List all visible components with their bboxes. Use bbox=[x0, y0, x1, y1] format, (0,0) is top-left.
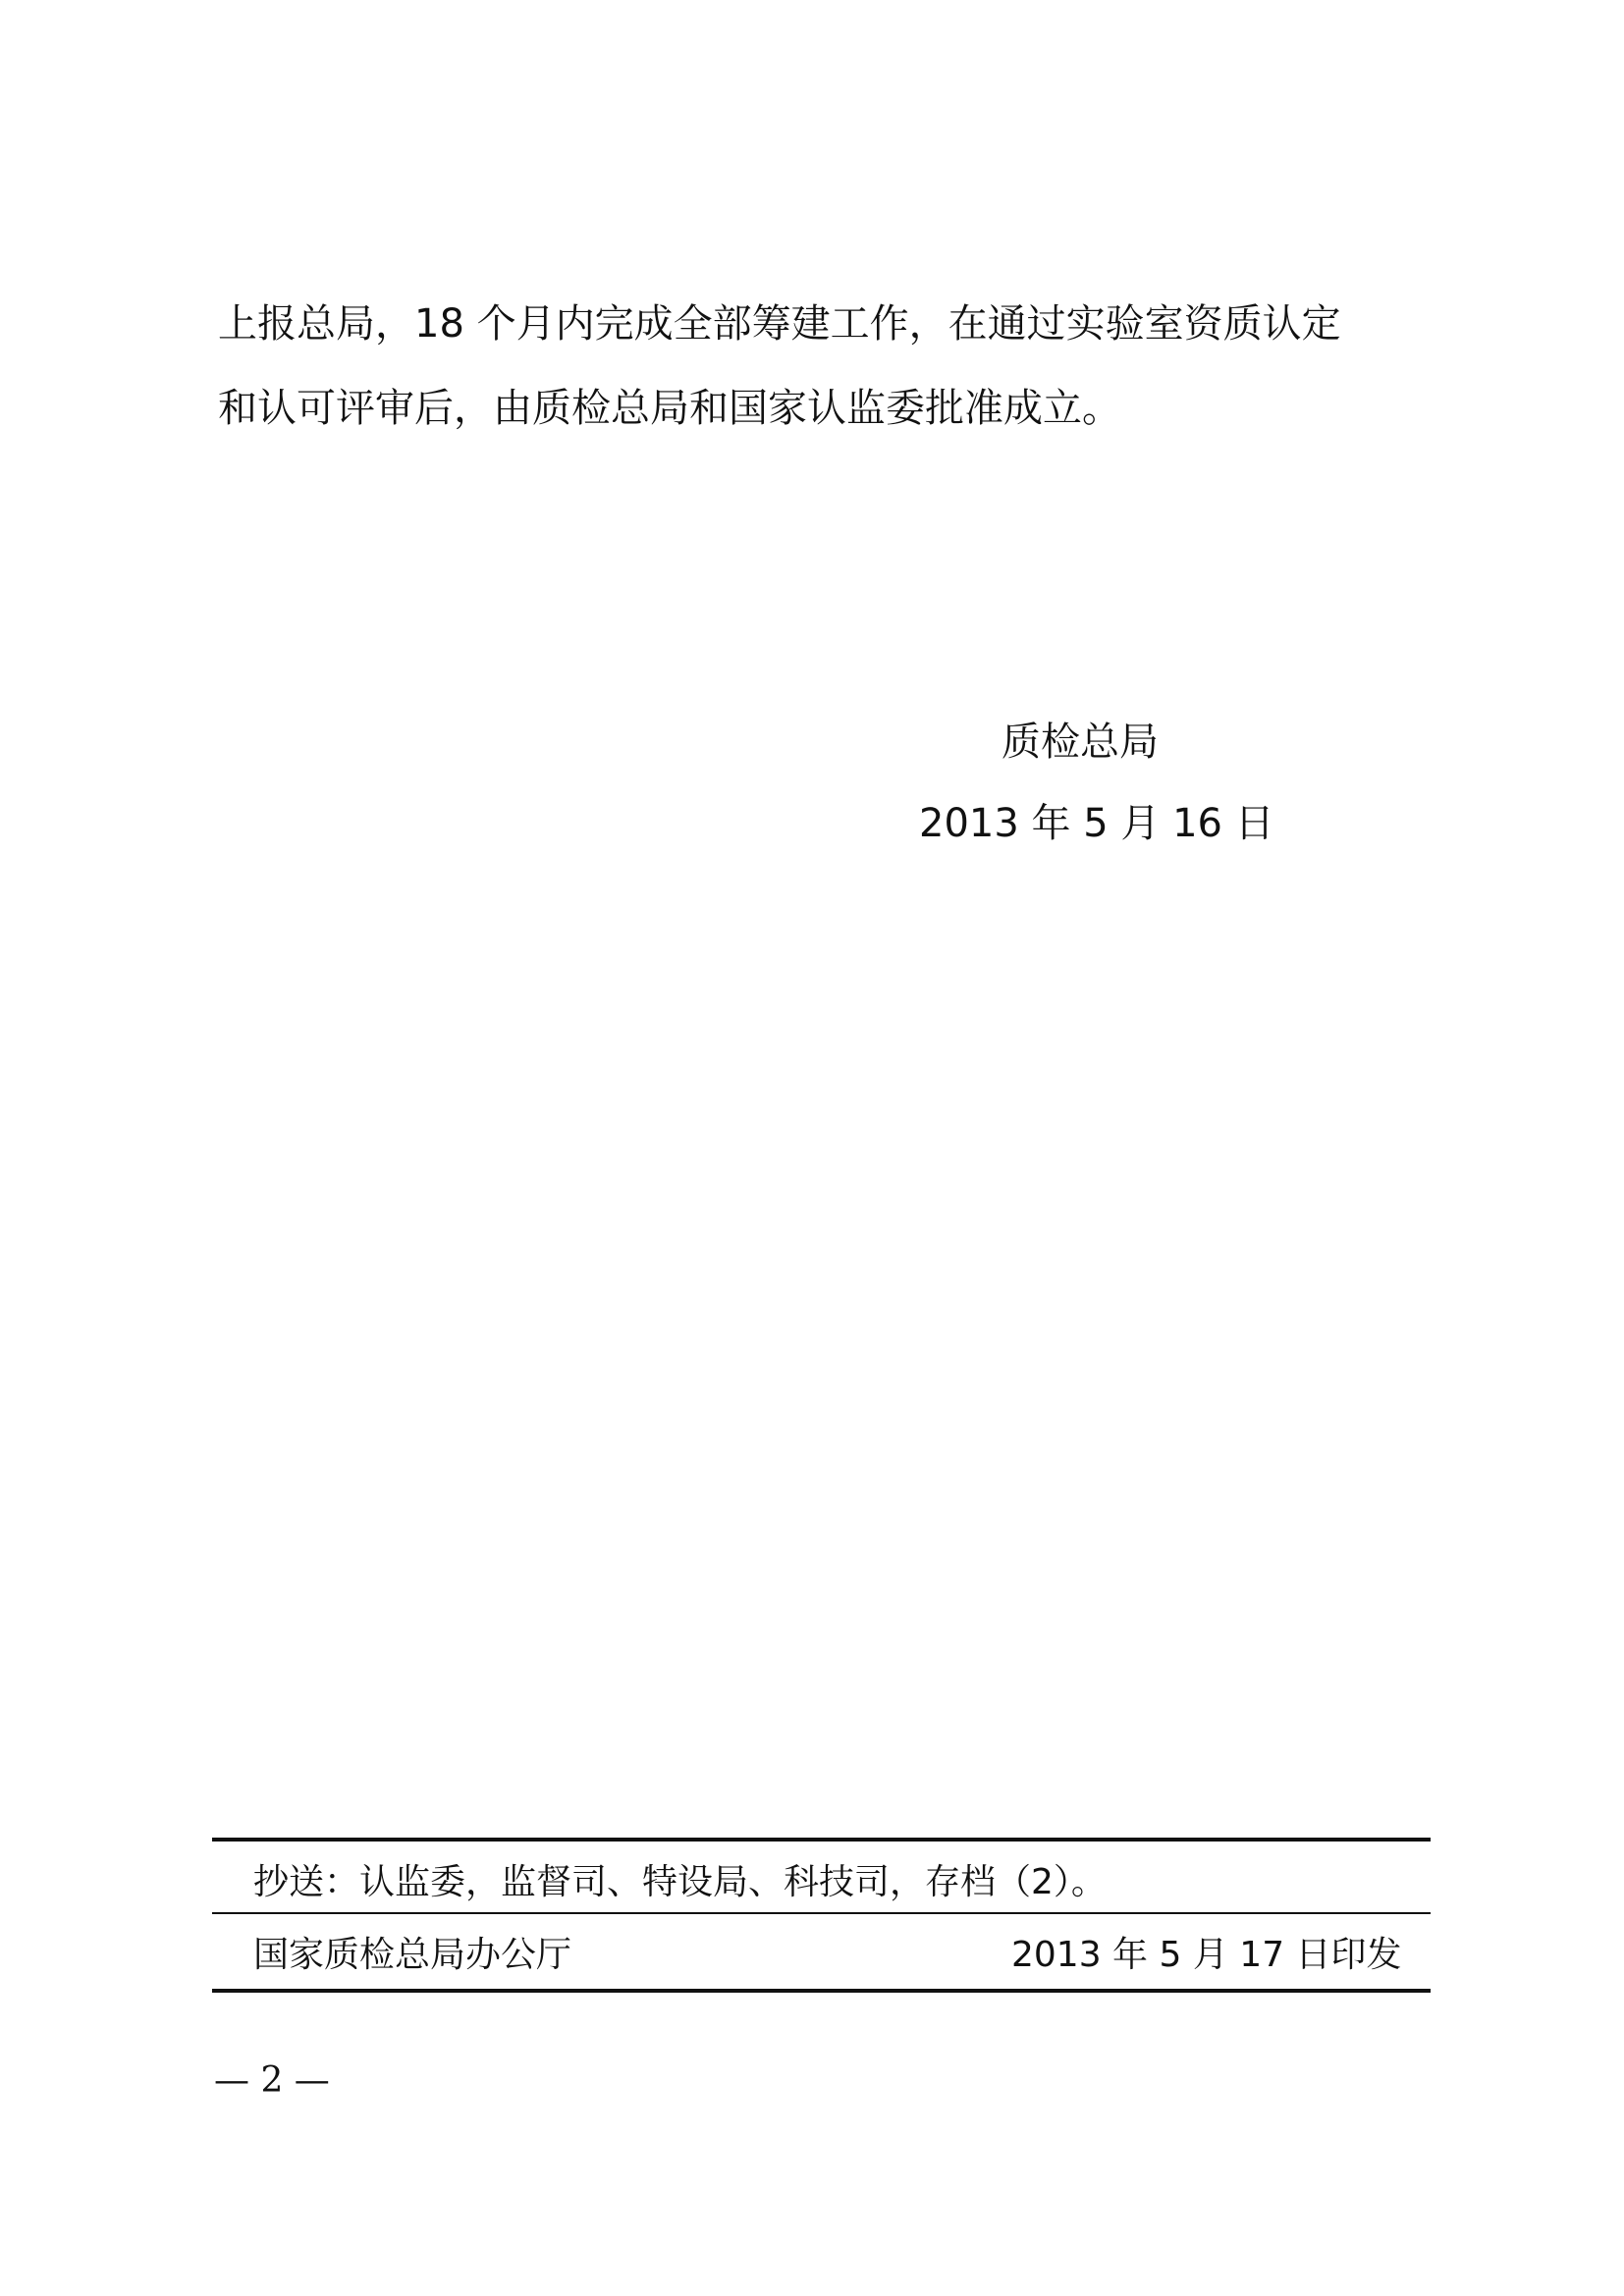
footer-top-rule bbox=[212, 1838, 1431, 1842]
footer-middle-rule bbox=[212, 1912, 1431, 1914]
print-date: 2013 年 5 月 17 日印发 bbox=[1011, 1935, 1402, 1975]
issuing-office: 国家质检总局办公厅 bbox=[253, 1935, 572, 1975]
page-number: — 2 — bbox=[214, 2060, 330, 2101]
cc-distribution-line: 抄送：认监委，监督司、特设局、科技司，存档（2）。 bbox=[253, 1862, 1107, 1902]
body-text-line-2: 和认可评审后，由质检总局和国家认监委批准成立。 bbox=[218, 386, 1121, 431]
signature-date: 2013 年 5 月 16 日 bbox=[919, 801, 1274, 846]
body-text-line-1: 上报总局，18 个月内完成全部筹建工作，在通过实验室资质认定 bbox=[218, 301, 1341, 347]
signature-organization: 质检总局 bbox=[1001, 720, 1159, 765]
footer-bottom-rule bbox=[212, 1989, 1431, 1993]
